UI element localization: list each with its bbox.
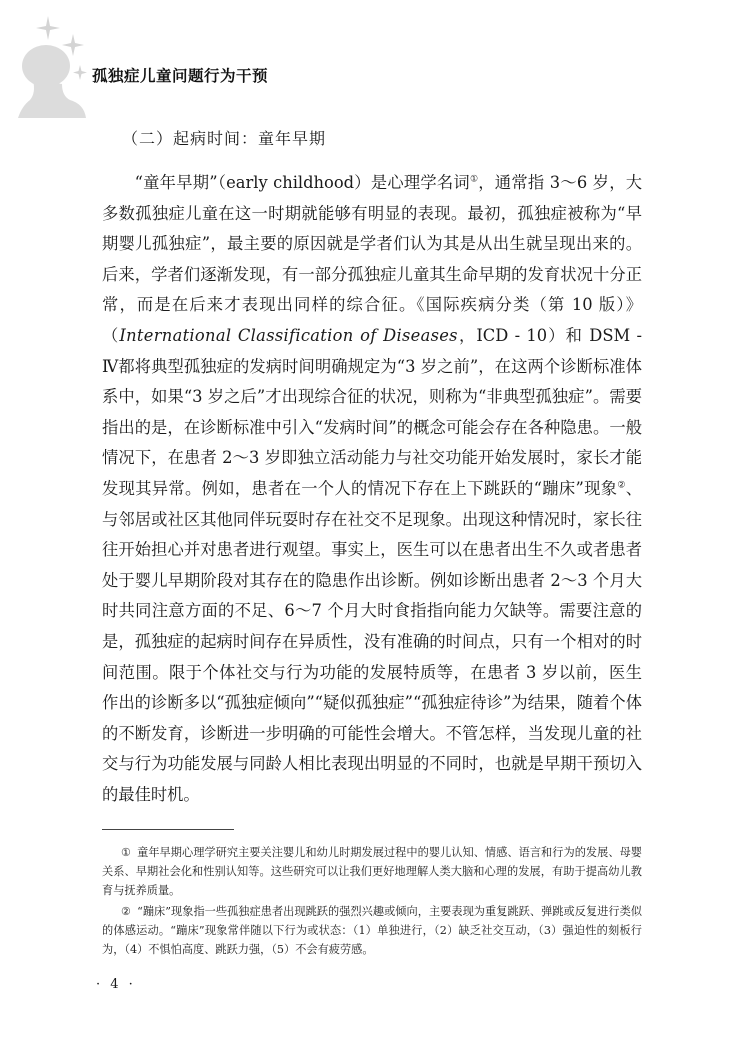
footnote-mark: ② (121, 905, 132, 918)
footnote-ref-2: ② (617, 480, 626, 491)
star-icon (73, 65, 87, 80)
body-segment: “童年早期”（early childhood）是心理学名词 (134, 173, 470, 192)
star-icon (62, 34, 84, 56)
footnote-2 (102, 902, 642, 959)
footnote-mark: ① (121, 846, 132, 859)
footnote-1 (102, 843, 642, 900)
body-text (102, 168, 642, 810)
body-paragraph (102, 168, 642, 810)
footnote-divider (102, 829, 234, 830)
body-segment: ，通常指 3～6 岁，大多数孤独症儿童在这一时期就能够有明显的表现。最初，孤独症被称为“早期婴儿孤独症”，最主要的原因就是学者们认为其是从出生就呈现出来的。后来，学者们逐渐发现，有一部分孤独症儿童其生命早期的发育状况十分正常，而是在后来才表现出同样的综合征。《国际疾病分类（第 10 版）》（ (102, 173, 642, 345)
star-icon (36, 16, 60, 40)
footnote-ref-1: ① (469, 174, 479, 185)
footnotes (102, 843, 642, 961)
child-silhouette-icon (0, 0, 110, 120)
body-segment: 、与邻居或社区其他同伴玩耍时存在社交不足现象。出现这种情况时，家长往往开始担心并对患者进行观望。事实上，医生可以在患者出生不久或者患者处于婴儿早期阶段对其存在的隐患作出诊断。例如诊断出患者 2～3 个月大时共同注意方面的不足、6～7 个月大时食指指向能力欠缺等。需要注意的是，孤独症的起病时间存在异质性，没有准确的时间点，只有一个相对的时间范围。限于个体社交与行为功能的发展特质等，在患者 3 岁以前，医生作出的诊断多以“孤独症倾向”“疑似孤独症”“孤独症待诊”为结果，随着个体的不断发育，诊断进一步明确的可能性会增大。不管怎样，当发现儿童的社交与行为功能发展与同龄人相比表现出明显的不同时，也就是早期干预切入的最佳时机。 (102, 478, 642, 804)
running-title: 孤独症儿童问题行为干预 (92, 67, 269, 85)
page-number: · 4 · (96, 977, 136, 992)
footnote-text: 童年早期心理学研究主要关注婴儿和幼儿时期发展过程中的婴儿认知、情感、语言和行为的发展、母婴关系、早期社会化和性别认知等。这些研究可以让我们更好地理解人类大脑和心理的发展，有助于提高幼儿教育与抚养质量。 (102, 846, 642, 897)
body-italic-title: International Classification of Diseases (119, 325, 458, 345)
section-heading: （二）起病时间：童年早期 (122, 129, 327, 148)
footnote-text: “蹦床”现象指一些孤独症患者出现跳跃的强烈兴趣或倾向，主要表现为重复跳跃、弹跳或反复进行类似的体感运动。“蹦床”现象常伴随以下行为或状态：（1）单独进行，（2）缺乏社交互动，（3）强迫性的刻板行为，（4）不惧怕高度、跳跃力强，（5）不会有疲劳感。 (102, 905, 642, 956)
body-segment: ，ICD - 10）和 DSM - Ⅳ都将典型孤独症的发病时间明确规定为“3 岁之前”，在这两个诊断标准体系中，如果“3 岁之后”才出现综合征的状况，则称为“非典型孤独症”。需要指出的是，在诊断标准中引入“发病时间”的概念可能会存在各种隐患。一般情况下，在患者 2～3 岁即独立活动能力与社交功能开始发展时，家长才能发现其异常。例如，患者在一个人的情况下存在上下跳跃的“蹦床”现象 (102, 325, 642, 498)
